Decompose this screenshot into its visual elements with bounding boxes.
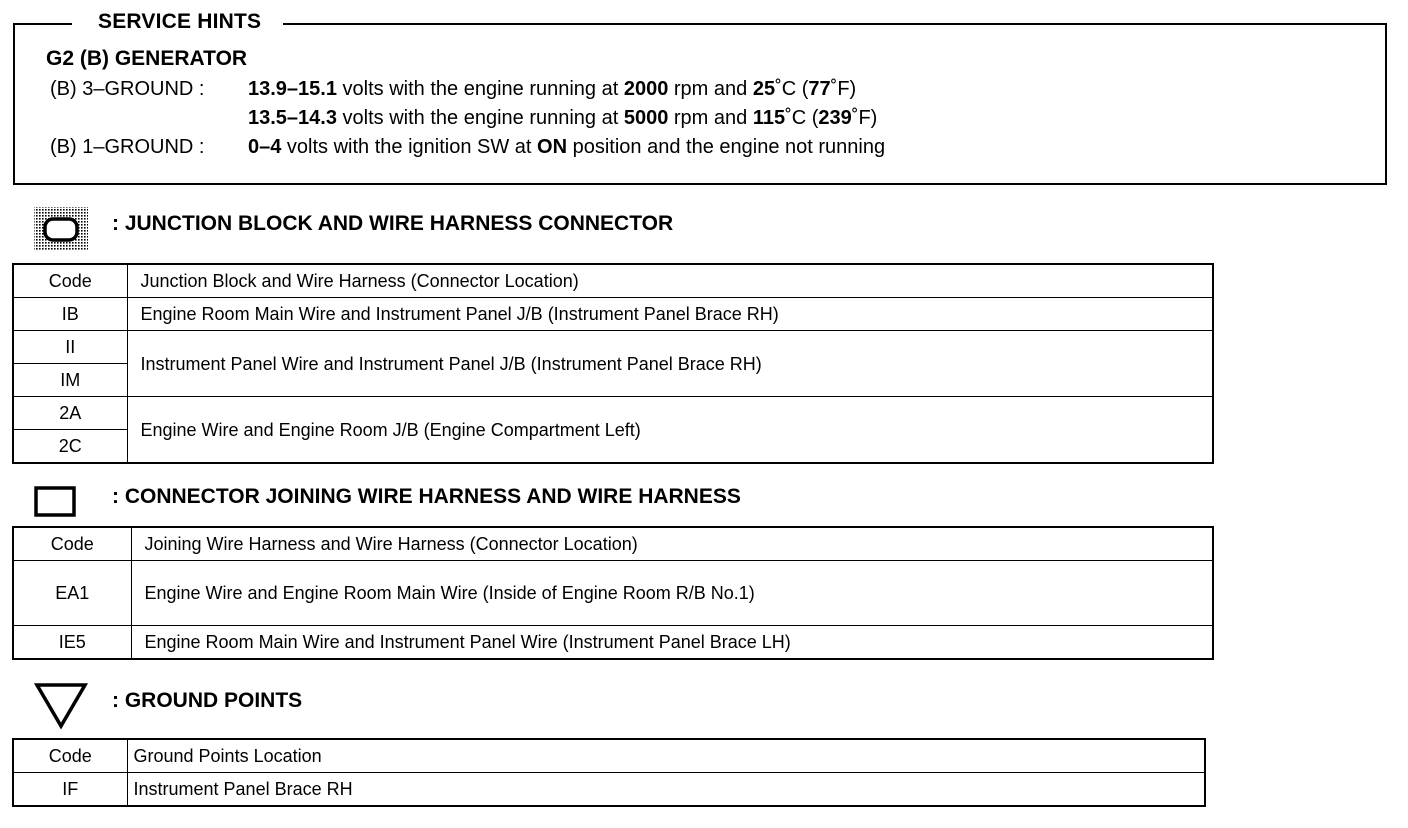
- row-code: 2A: [13, 397, 127, 430]
- header-code: Code: [13, 739, 127, 773]
- junction-block-heading: : JUNCTION BLOCK AND WIRE HARNESS CONNECTOR: [112, 212, 674, 235]
- row-description: Engine Room Main Wire and Instrument Panel Wire (Instrument Panel Brace LH): [131, 626, 1213, 660]
- junction-block-table: [12, 263, 1214, 464]
- table-header-row: [13, 739, 1205, 773]
- table-header-row: [13, 527, 1213, 561]
- hint-value-text: 0–4 volts with the ignition SW at ON position and the engine not running: [248, 136, 886, 158]
- row-code: IB: [13, 298, 127, 331]
- hint-value-text: 13.5–14.3 volts with the engine running at 5000 rpm and 115˚C (239˚F): [248, 107, 878, 129]
- table-row: [13, 397, 1213, 430]
- table-row: [13, 626, 1213, 660]
- table-row: [13, 331, 1213, 364]
- service-hints-title: SERVICE HINTS: [72, 9, 283, 35]
- header-description: Junction Block and Wire Harness (Connector Location): [127, 264, 1213, 298]
- joining-connector-table: [12, 526, 1214, 660]
- table-row: [13, 561, 1213, 626]
- component-name: G2 (B) GENERATOR: [46, 47, 248, 70]
- hint-value-text: 13.9–15.1 volts with the engine running at 2000 rpm and 25˚C (77˚F): [248, 78, 857, 100]
- table-header-row: [13, 264, 1213, 298]
- row-description: Engine Wire and Engine Room J/B (Engine Compartment Left): [127, 397, 1213, 464]
- junction-block-connector-icon: [33, 206, 89, 252]
- row-description: Engine Wire and Engine Room Main Wire (Inside of Engine Room R/B No.1): [131, 561, 1213, 626]
- ground-points-table: [12, 738, 1206, 807]
- joining-connector-icon: [34, 486, 78, 518]
- row-code: IE5: [13, 626, 131, 660]
- row-code: II: [13, 331, 127, 364]
- row-code: IM: [13, 364, 127, 397]
- header-code: Code: [13, 264, 127, 298]
- row-code: 2C: [13, 430, 127, 464]
- header-description: Joining Wire Harness and Wire Harness (Connector Location): [131, 527, 1213, 561]
- table-row: [13, 773, 1205, 807]
- header-code: Code: [13, 527, 131, 561]
- joining-connector-heading: : CONNECTOR JOINING WIRE HARNESS AND WIRE HARNESS: [112, 485, 741, 508]
- row-description: Instrument Panel Brace RH: [127, 773, 1205, 807]
- ground-points-heading: : GROUND POINTS: [112, 689, 303, 712]
- hint-terminal-label: (B) 3–GROUND :: [50, 78, 205, 100]
- table-row: [13, 298, 1213, 331]
- row-description: Engine Room Main Wire and Instrument Panel J/B (Instrument Panel Brace RH): [127, 298, 1213, 331]
- hint-terminal-label: (B) 1–GROUND :: [50, 136, 205, 158]
- row-code: IF: [13, 773, 127, 807]
- row-description: Instrument Panel Wire and Instrument Panel J/B (Instrument Panel Brace RH): [127, 331, 1213, 397]
- ground-point-triangle-icon: [34, 682, 88, 730]
- row-code: EA1: [13, 561, 131, 626]
- header-description: Ground Points Location: [127, 739, 1205, 773]
